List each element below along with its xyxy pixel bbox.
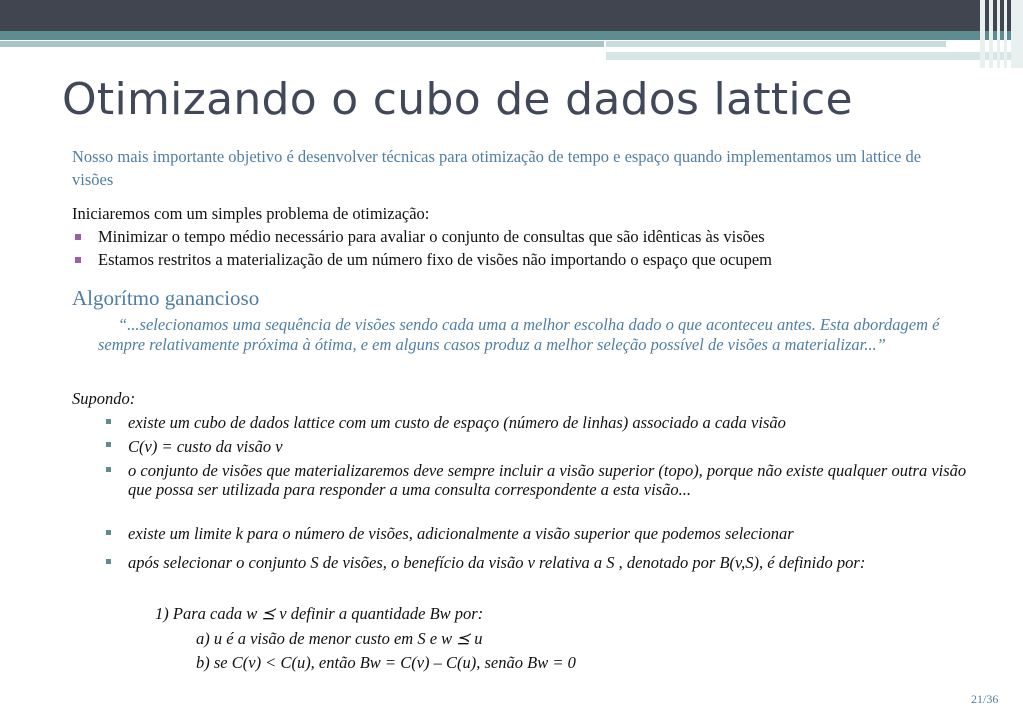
supondo-label: Supondo: [72, 389, 136, 408]
bullet-item: Minimizar o tempo médio necessário para avaliar o conjunto de consultas que são idênticas às visões [98, 227, 765, 246]
assumption-item: o conjunto de visões que materializaremos deve sempre incluir a visão superior (topo), porque não existe qualquer outra visão que possa ser utilizada para responder a uma consulta correspondente a esta visão... [128, 461, 967, 499]
header-stripe [606, 41, 946, 47]
section-heading: Algorítmo ganancioso [72, 286, 260, 310]
header-stripe [606, 52, 1023, 60]
header-stripe [0, 31, 1023, 40]
page-number: 21/36 [971, 692, 999, 706]
bullet-square-icon [106, 559, 111, 564]
header-stripe [0, 41, 604, 47]
step-1: 1) Para cada w ⪯ v definir a quantidade Bw por: [155, 604, 484, 623]
bullet-square-icon [106, 442, 111, 447]
step-b: b) se C(v) < C(u), então Bw = C(v) – C(u), senão Bw = 0 [196, 653, 576, 672]
bullet-square-icon [106, 530, 111, 535]
bullet-square-icon [106, 467, 111, 472]
bullet-item: Estamos restritos a materialização de um número fixo de visões não importando o espaço que ocupem [98, 250, 773, 269]
bullet-square-icon [75, 257, 81, 263]
step-a: a) u é a visão de menor custo em S e w ⪯ u [196, 629, 483, 648]
slide-subtitle: Nosso mais importante objetivo é desenvolver técnicas para otimização de tempo e espaço quando implementamos um lattice de visões [72, 147, 922, 189]
assumption-item: C(v) = custo da visão v [128, 437, 283, 456]
quote-block: “...selecionamos uma sequência de visões sendo cada uma a melhor escolha dado o que aconteceu antes. Esta abordagem é sempre relativamente próxima à ótima, e em alguns casos produz a melhor seleção possível de visões a materializar...” [98, 315, 940, 354]
header-bar [0, 0, 1023, 31]
assumption-item: após selecionar o conjunto S de visões, o benefício da visão v relativa a S , denotado por B(v,S), é definido por: [128, 553, 866, 572]
bullet-square-icon [106, 419, 111, 424]
bullet-square-icon [75, 234, 81, 240]
header-vertical-stripes [980, 0, 1023, 68]
intro-text: Iniciaremos com um simples problema de otimização: [72, 204, 430, 223]
assumption-item: existe um cubo de dados lattice com um custo de espaço (número de linhas) associado a cada visão [128, 413, 786, 432]
assumption-item: existe um limite k para o número de visões, adicionalmente a visão superior que podemos selecionar [128, 524, 794, 543]
slide-title: Otimizando o cubo de dados lattice [62, 74, 853, 125]
